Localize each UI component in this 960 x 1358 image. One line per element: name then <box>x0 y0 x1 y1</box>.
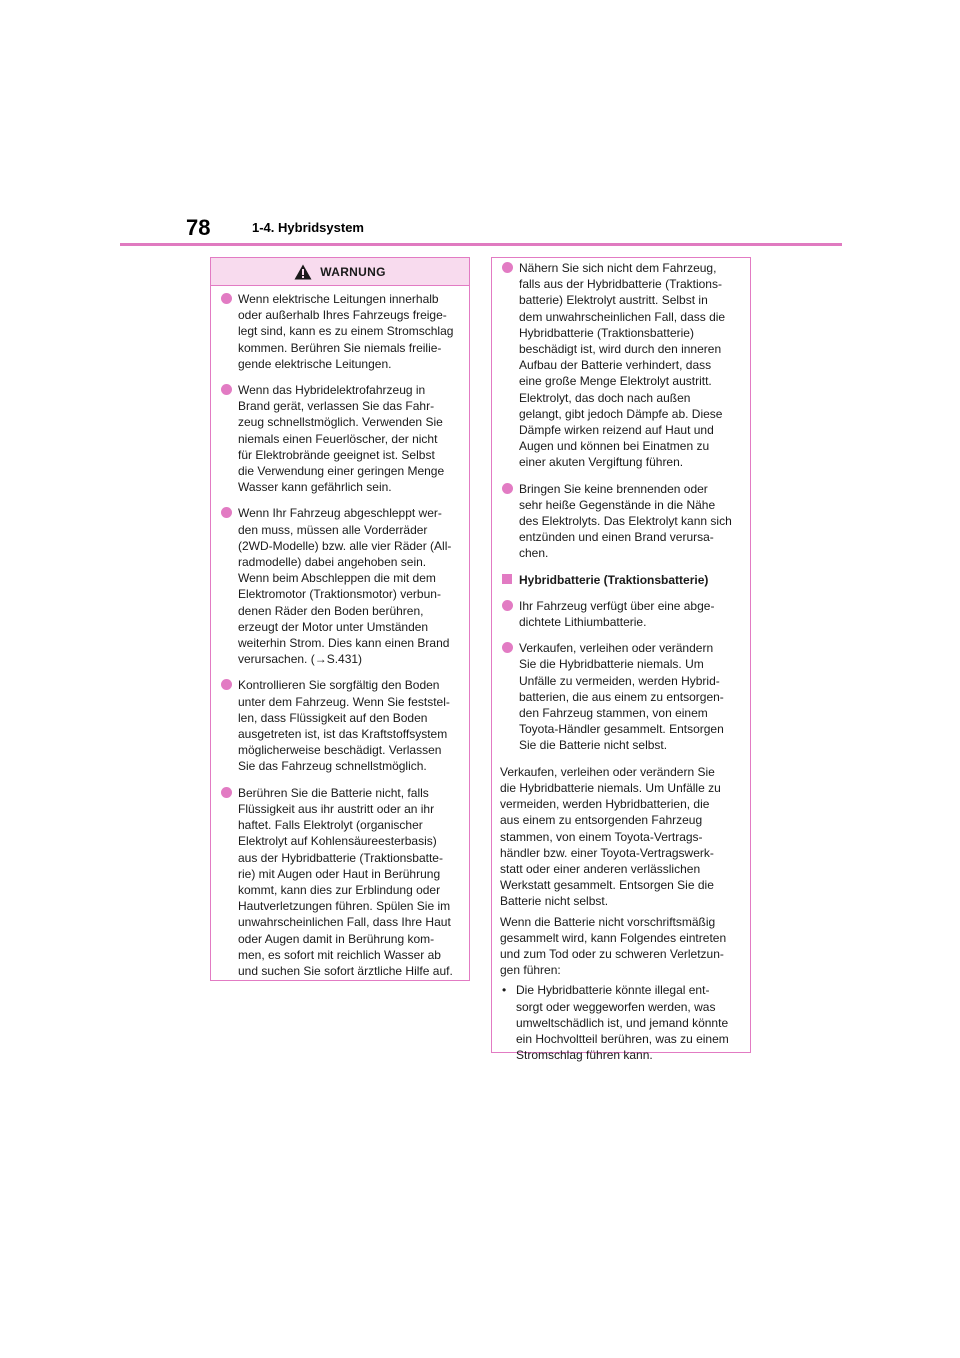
info-bullet: Nähern Sie sich nicht dem Fahrzeug, falls aus der Hybridbatterie (Traktions- batterie) Elektrolyt austritt. Selbst in dem unwahrscheinlichen Fall, dass die Hybridbatterie (Traktionsbatterie) beschädigt ist, wird durch den inneren Aufbau der Batterie verhindert, dass eine große Menge Elektrolyt austritt. Elektrolyt, das doch nach außen gelangt, gibt jedoch Dämpfe ab. Diese Dämpfe wirken reizend auf Haut und Augen und können bei Einatmen zu einer akuten Vergiftung führen. <box>500 260 742 471</box>
warning-bullet: Kontrollieren Sie sorgfältig den Boden unter dem Fahrzeug. Wenn Sie feststel- len, dass Flüssigkeit auf den Boden ausgetreten ist, ist das Kraftstoffsystem möglicherweise beschädigt. Verlassen Sie das Fahrzeug schnellstmöglich. <box>219 677 461 774</box>
page-number: 78 <box>186 215 211 240</box>
warning-body <box>211 286 469 979</box>
bullet-dot-icon <box>221 293 232 304</box>
bullet-dot-icon <box>221 384 232 395</box>
square-bullet-icon <box>502 574 512 584</box>
warning-title: WARNUNG <box>320 264 386 279</box>
dash-marker: • <box>502 983 507 998</box>
header-rule <box>120 243 842 246</box>
info-bullet: Bringen Sie keine brennenden oder sehr heiße Gegenstände in die Nähe des Elektrolyts. Das Elektrolyt kann sich entzünden und einen Brand verursa- chen. <box>500 481 742 562</box>
warning-box <box>210 257 470 981</box>
info-bullet: Ihr Fahrzeug verfügt über eine abge- dichtete Lithiumbatterie. <box>500 598 742 630</box>
bullet-dot-icon <box>502 483 513 494</box>
bullet-dot-icon <box>221 787 232 798</box>
info-bullet: Verkaufen, verleihen oder verändern Sie die Hybridbatterie niemals. Um Unfälle zu vermeiden, werden Hybrid- batterien, die aus einem zu entsorgen- den Fahrzeug stammen, von einem Toyota-Händler gesammelt. Entsorgen Sie die Batterie nicht selbst. <box>500 640 742 753</box>
warning-bullet: Wenn elektrische Leitungen innerhalb oder außerhalb Ihres Fahrzeugs freige- legt sind, kann es zu einem Stromschlag kommen. Berühren Sie niemals freilie- gende elektrische Leitungen. <box>219 291 461 372</box>
paragraph: Verkaufen, verleihen oder verändern Sie die Hybridbatterie niemals. Um Unfälle zu vermeiden, werden Hybridbatterien, die aus einem zu entsorgenden Fahrzeug stammen, von einem Toyota-Vertrags- händler bzw. einer Toyota-Vertragswerk- statt oder einer anderen verlässlichen Werkstatt gesammelt. Entsorgen Sie die Batterie nicht selbst. <box>500 764 721 909</box>
bullet-dot-icon <box>502 600 513 611</box>
warning-bullet: Wenn Ihr Fahrzeug abgeschleppt wer- den muss, müssen alle Vorderräder (2WD-Modelle) bzw. alle vier Räder (All- radmodelle) dabei angehoben sein. Wenn beim Abschleppen die mit dem Elektromotor (Traktionsmotor) verbun- denen Räder den Boden berühren, erzeugt der Motor unter Umständen weiterhin Strom. Dies kann einen Brand verursachen. (→S.431) <box>219 505 461 667</box>
section-title: 1-4. Hybridsystem <box>252 220 364 235</box>
paragraph: Wenn die Batterie nicht vorschriftsmäßig gesammelt wird, kann Folgendes eintreten und zum Tod oder zu schweren Verletzun- gen führen: <box>500 914 727 978</box>
warning-bullet: Wenn das Hybridelektrofahrzeug in Brand gerät, verlassen Sie das Fahr- zeug schnellstmöglich. Verwenden Sie niemals einen Feuerlöscher, der nicht für Elektrobrände geeignet ist. Selbst die Verwendung einer geringen Menge Wasser kann gefährlich sein. <box>219 382 461 495</box>
warning-bullet: Berühren Sie die Batterie nicht, falls Flüssigkeit aus ihr austritt oder an ihr haftet. Falls Elektrolyt (organischer Elektrolyt auf Kohlensäureesterbasis) aus der Hybridbatterie (Traktionsbatte- rie) mit Augen oder Haut in Berührung kommt, kann dies zur Erblindung oder Hautverletzungen führen. Spülen Sie im unwahrscheinlichen Fall, dass Ihre Haut oder Augen damit in Berührung kom- men, es sofort mit reichlich Wasser ab und suchen Sie sofort ärztliche Hilfe auf. <box>219 785 461 979</box>
warning-triangle-icon <box>294 264 312 280</box>
bullet-dot-icon <box>221 507 232 518</box>
warning-header <box>211 258 469 286</box>
right-info-box <box>491 257 751 1063</box>
dash-list-item: • Die Hybridbatterie könnte illegal ent- sorgt oder weggeworfen werden, was umweltschädlich ist, und jemand könnte ein Hochvoltteil berühren, was zu einem Stromschlag führen kann. <box>502 983 729 1063</box>
subheading-hybrid-battery: Hybridbatterie (Traktionsbatterie) <box>500 572 742 588</box>
bullet-dot-icon <box>221 679 232 690</box>
bullet-dot-icon <box>502 642 513 653</box>
bullet-dot-icon <box>502 262 513 273</box>
right-body <box>492 258 750 1063</box>
